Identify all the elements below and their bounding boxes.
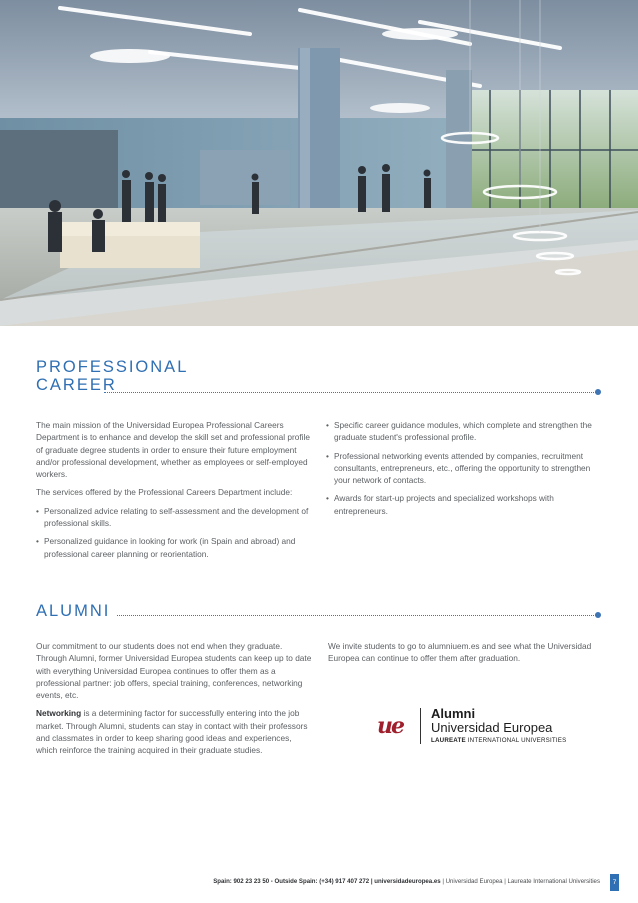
alumni-commitment-paragraph: Our commitment to our students does not end when they graduate. Through Alumni, former Universidad Europea students can keep up to date with everything Universidad Europea continues to offer them as a professional partner: job offers, special training, conferences, networking events, etc.: [36, 641, 312, 701]
professional-left-bullets: [36, 505, 312, 560]
professional-right-column: [326, 419, 602, 523]
professional-mission-paragraph: The main mission of the Universidad Europea Professional Careers Department is to enhance and develop the skill set and professional profile of graduate degree students in order to ensure their future employment and/or professional development, whether as employees or self-employed workers.: [36, 420, 310, 480]
hero-photo: [0, 0, 638, 326]
logo-wordmark: [431, 707, 566, 744]
heading-line-1: PROFESSIONAL: [36, 358, 189, 376]
logo-divider: [420, 708, 421, 744]
list-item: • Personalized guidance in looking for work (in Spain and abroad) and professional career planning or reorientation.: [36, 535, 312, 560]
alumni-heading: [36, 602, 110, 620]
professional-services-intro: The services offered by the Professional Careers Department include:: [36, 487, 293, 498]
heading-rule-end-dot: [595, 389, 601, 395]
logo-tagline-rest: INTERNATIONAL UNIVERSITIES: [465, 737, 567, 744]
page-footer: [0, 878, 600, 885]
logo-laureate: LAUREATE: [431, 737, 466, 744]
professional-left-column: [36, 419, 312, 566]
heading-line-2: CAREER: [36, 376, 117, 394]
footer-tail: | Universidad Europea | Laureate International Universities: [440, 878, 600, 885]
list-item: • Professional networking events attended by companies, recruitment consultants, entrepreneurs, etc., offering the opportunity to strengthen your network of contacts.: [326, 450, 602, 487]
list-item: • Specific career guidance modules, which complete and strengthen the graduate student's professional profile.: [326, 419, 602, 444]
page-number: 7: [610, 874, 619, 891]
alumni-rule-end-dot: [595, 612, 601, 618]
professional-career-heading: [36, 358, 188, 394]
networking-text: is a determining factor for successfully entering into the job market. Through Alumni, students can stay in contact with their professors and classmates in order to keep sharing good ideas and experiences, which reinforce the training acquired in their graduate studies.: [36, 708, 308, 756]
alumni-networking-paragraph: [36, 707, 312, 756]
networking-bold: Networking: [36, 708, 82, 719]
list-item: • Personalized advice relating to self-assessment and the development of professional skills.: [36, 505, 312, 530]
ue-logo-mark: ue: [377, 712, 403, 739]
list-item: • Awards for start-up projects and specialized workshops with entrepreneurs.: [326, 492, 602, 517]
alumni-heading-text: ALUMNI: [36, 602, 111, 620]
campus-interior-illustration: [0, 0, 638, 326]
alumni-invite-paragraph: We invite students to go to alumniuem.es and see what the Universidad Europea can continue to offer them after graduation.: [328, 641, 592, 664]
logo-alumni: Alumni: [431, 706, 476, 721]
alumni-universidad-europea-logo: [372, 707, 566, 744]
alumni-right-column: [328, 640, 604, 671]
alumni-dotted-rule: [117, 615, 596, 616]
heading-dotted-rule: [104, 392, 596, 393]
alumni-left-column: [36, 640, 312, 763]
logo-university-name: Universidad Europea: [431, 720, 553, 735]
logo-tagline: [431, 738, 566, 744]
professional-right-bullets: [326, 419, 602, 517]
footer-contact: Spain: 902 23 23 50 - Outside Spain: (+34) 917 407 272 | universidadeuropea.es: [213, 878, 441, 885]
